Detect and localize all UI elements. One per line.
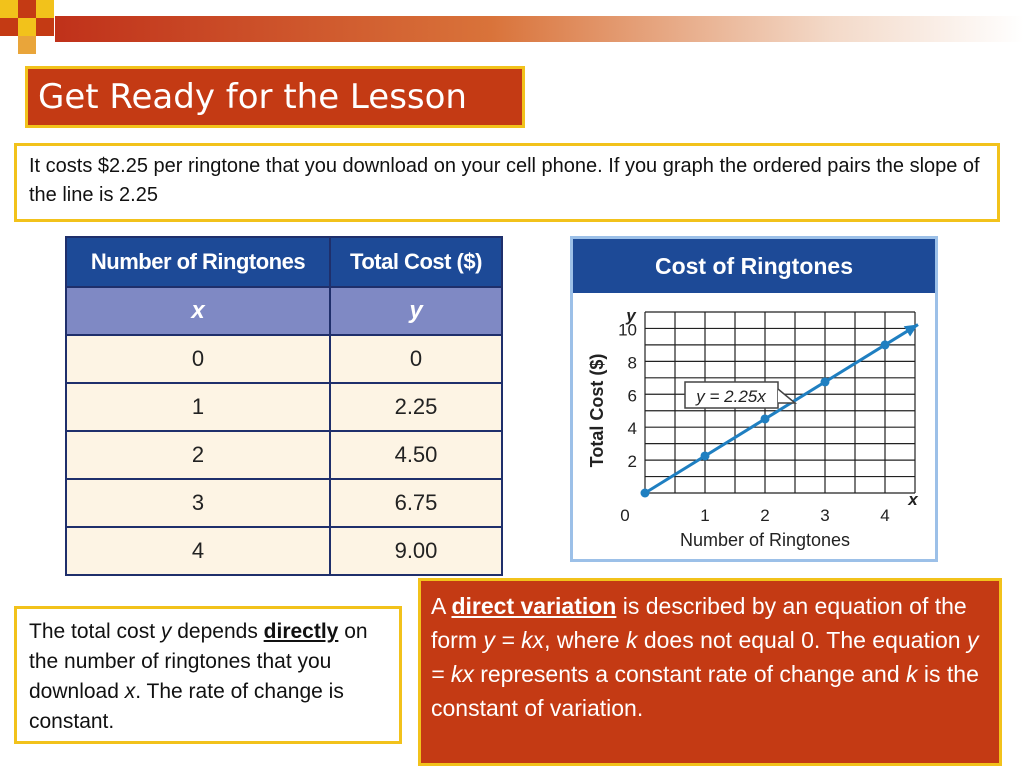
table-cell: 2.25 bbox=[330, 383, 502, 431]
table-cell: 0 bbox=[66, 335, 330, 383]
data-point bbox=[701, 451, 710, 460]
annotation-pointer bbox=[778, 389, 795, 403]
ringtone-table bbox=[65, 236, 505, 563]
table-cell: 1 bbox=[66, 383, 330, 431]
table-cell: 4.50 bbox=[330, 431, 502, 479]
def-var: k bbox=[906, 661, 918, 687]
table-var-x: x bbox=[66, 287, 330, 335]
def-term: direct variation bbox=[451, 593, 617, 619]
series-line bbox=[645, 325, 918, 493]
note-part: . The rate of change is constant. bbox=[29, 680, 344, 733]
x-tick-label: 2 bbox=[760, 506, 770, 525]
note-part: depends bbox=[171, 620, 264, 643]
table-header-ringtones: Number of Ringtones bbox=[66, 237, 330, 287]
y-tick-label: 2 bbox=[627, 452, 637, 472]
def-part: is the constant of variation. bbox=[431, 661, 979, 721]
y-tick-label: 10 bbox=[618, 320, 637, 340]
table-row bbox=[66, 431, 502, 479]
y-axis-title: Total Cost ($) bbox=[587, 353, 607, 468]
table-cell: 3 bbox=[66, 479, 330, 527]
data-point bbox=[881, 340, 890, 349]
note-part: The total cost bbox=[29, 620, 161, 643]
data-point bbox=[761, 414, 770, 423]
x-axis-title: Number of Ringtones bbox=[679, 530, 851, 550]
note-var: y bbox=[160, 620, 172, 643]
def-part: , where bbox=[544, 627, 626, 653]
slide-title: Get Ready for the Lesson bbox=[25, 66, 525, 128]
def-part: A bbox=[431, 593, 452, 619]
table-row bbox=[66, 335, 502, 383]
def-part: does not equal 0. The equation bbox=[637, 627, 967, 653]
y-axis-var: y bbox=[626, 306, 636, 325]
table-cell: 6.75 bbox=[330, 479, 502, 527]
x-tick-label: 0 bbox=[620, 506, 630, 525]
table-cell: 2 bbox=[66, 431, 330, 479]
equation-label: y = 2.25x bbox=[696, 387, 766, 406]
table-cell: 0 bbox=[330, 335, 502, 383]
header-gradient-bar bbox=[55, 16, 1024, 42]
x-tick-label: 4 bbox=[880, 506, 890, 525]
x-tick-label: 3 bbox=[820, 506, 830, 525]
table-cell: 4 bbox=[66, 527, 330, 575]
table-row bbox=[66, 479, 502, 527]
def-equation: y = kx bbox=[483, 627, 545, 653]
data-point bbox=[641, 489, 650, 498]
table-row bbox=[66, 383, 502, 431]
note-var: x bbox=[124, 680, 136, 703]
def-part: is described by an equation of the form bbox=[431, 593, 967, 653]
cost-chart bbox=[570, 236, 938, 562]
y-tick-label: 6 bbox=[627, 386, 637, 406]
table-row bbox=[66, 527, 502, 575]
y-tick-label: 4 bbox=[627, 419, 637, 439]
definition-text bbox=[418, 578, 1002, 766]
chart-plot bbox=[573, 239, 935, 559]
def-var: k bbox=[625, 627, 638, 653]
x-tick-label: 1 bbox=[700, 506, 710, 525]
def-equation: y = kx bbox=[431, 627, 979, 687]
y-tick-label: 8 bbox=[627, 353, 637, 373]
table-header-cost: Total Cost ($) bbox=[330, 237, 502, 287]
note-part: on the number of ringtones that you download bbox=[29, 620, 368, 703]
chart-title: Cost of Ringtones bbox=[573, 239, 935, 293]
def-part: represents a constant rate of change and bbox=[473, 661, 906, 687]
data-point bbox=[821, 377, 830, 386]
note-text bbox=[14, 606, 402, 744]
note-emphasis: directly bbox=[263, 620, 339, 643]
table-cell: 9.00 bbox=[330, 527, 502, 575]
x-axis-var: x bbox=[908, 490, 918, 509]
table-var-y: y bbox=[330, 287, 502, 335]
intro-text: It costs $2.25 per ringtone that you download on your cell phone. If you graph the ordered pairs the slope of the line is 2.25 bbox=[14, 143, 1000, 222]
